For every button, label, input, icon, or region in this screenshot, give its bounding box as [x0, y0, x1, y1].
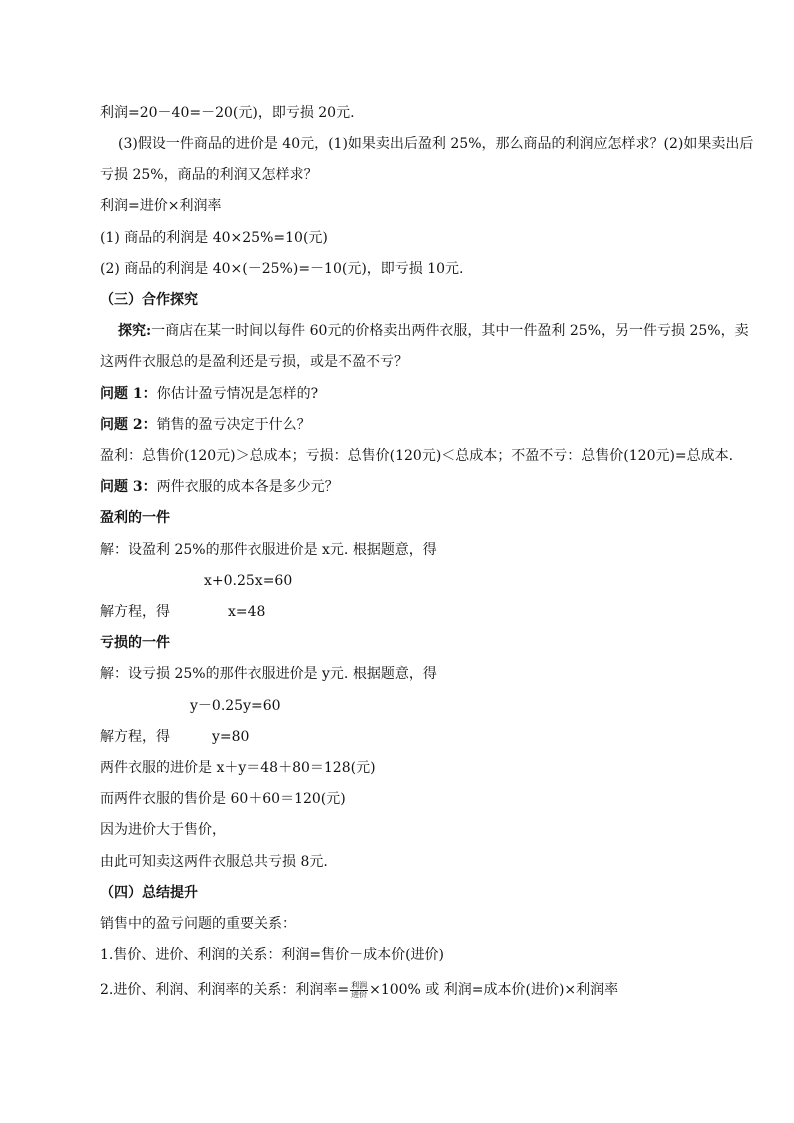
text-line	[100, 384, 318, 404]
text: 你估计盈亏情况是怎样的?	[156, 386, 319, 402]
text-line: (3)假设一件商品的进价是 40元，(1)如果卖出后盈利 25%，那么商品的利润应怎样求？(2)如果卖出后	[118, 136, 754, 152]
text: ×100% 或 利润=成本价(进价)×利润率	[369, 982, 619, 998]
text-line: 1.售价、进价、利润的关系：利润=售价－成本价(进价)	[100, 947, 445, 963]
text-line: (2) 商品的利润是 40×(－25%)=－10(元)，即亏损 10元.	[100, 261, 464, 277]
text-line	[118, 321, 749, 341]
equation: y=80	[212, 729, 250, 745]
fraction-numerator: 利润	[351, 980, 368, 990]
text: 一商店在某一时间以每件 60元的价格卖出两件衣服，其中一件盈利 25%，另一件亏损 25%，卖	[151, 323, 749, 339]
text-line: 亏损 25%，商品的利润又怎样求？	[100, 167, 318, 183]
section-heading: （三）合作探究	[100, 292, 198, 308]
text-line: 而两件衣服的售价是 60＋60＝120(元)	[100, 791, 346, 807]
text-line	[100, 477, 339, 497]
text-line: 两件衣服的进价是 x＋y＝48＋80＝128(元)	[100, 760, 376, 776]
text-line	[100, 415, 311, 435]
text-line: 因为进价大于售价，	[100, 822, 226, 838]
section-heading: （四）总结提升	[100, 885, 198, 901]
label: 问题 1：	[100, 386, 157, 402]
text-line: 由此可知卖这两件衣服总共亏损 8元.	[100, 854, 328, 870]
label: 问题 3：	[100, 479, 157, 495]
equation: x+0.25x=60	[204, 573, 293, 589]
label: 问题 2：	[100, 417, 157, 433]
label: 探究:	[118, 323, 152, 339]
text-line: 利润=20－40=－20(元)，即亏损 20元.	[100, 105, 355, 121]
text-line: 解方程，得	[100, 729, 170, 745]
subheading: 亏损的一件	[100, 635, 170, 651]
text-line	[100, 980, 618, 1000]
text-line: 盈利：总售价(120元)＞总成本；亏损：总售价(120元)＜总成本；不盈不亏：总售价(120元)=总成本.	[100, 448, 734, 464]
fraction	[350, 982, 368, 999]
text-line: 解方程，得	[100, 604, 170, 620]
text-line: 解：设亏损 25%的那件衣服进价是 y元. 根据题意，得	[100, 666, 437, 682]
fraction-denominator: 进价	[351, 989, 368, 999]
text-line: 这两件衣服总的是盈利还是亏损，或是不盈不亏？	[100, 354, 408, 370]
equation: y－0.25y=60	[190, 698, 281, 714]
text: 2.进价、利润、利润率的关系：利润率=	[100, 982, 350, 998]
text: 销售的盈亏决定于什么？	[156, 417, 311, 433]
equation: x=48	[228, 604, 266, 620]
text-line: 销售中的盈亏问题的重要关系：	[100, 916, 296, 932]
text-line: 利润=进价×利润率	[100, 198, 222, 214]
text-line: (1) 商品的利润是 40×25%=10(元)	[100, 230, 328, 246]
text-line: 解：设盈利 25%的那件衣服进价是 x元. 根据题意，得	[100, 542, 437, 558]
subheading: 盈利的一件	[100, 510, 170, 526]
text: 两件衣服的成本各是多少元？	[156, 479, 339, 495]
